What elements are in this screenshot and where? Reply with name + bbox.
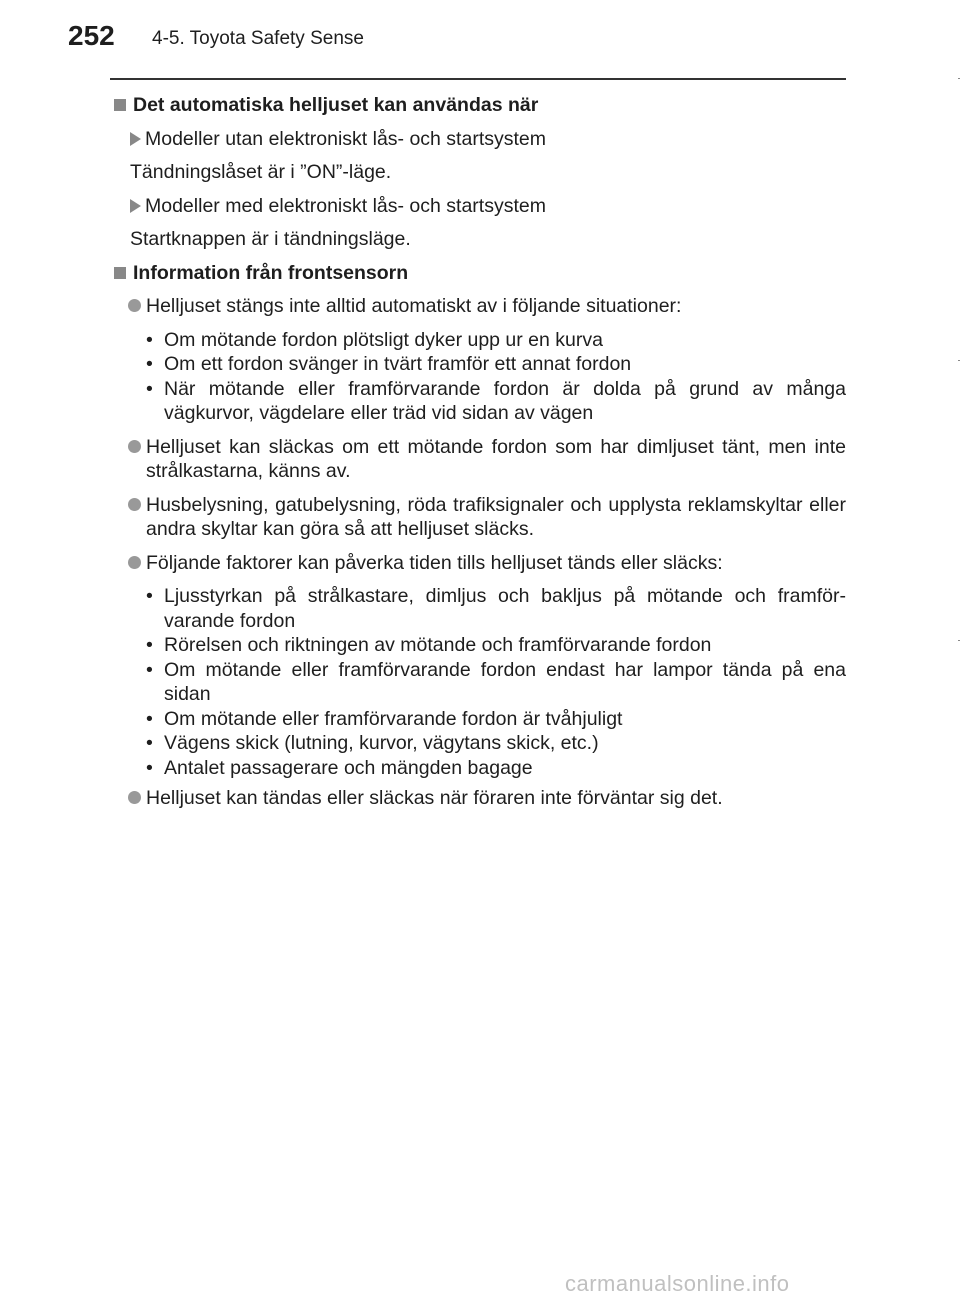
sub-text: Ljusstyrkan på strålkastare, dimljus och bakljus på mötande och framför- varande fordon bbox=[164, 585, 846, 632]
sub-item bbox=[146, 658, 846, 707]
model-a-text: Tändningslåset är i ”ON”-läge. bbox=[130, 161, 392, 183]
sub-bullet: • bbox=[146, 353, 153, 375]
sub-bullet: • bbox=[146, 707, 153, 730]
sub-bullet: • bbox=[146, 585, 153, 607]
round-bullet-icon bbox=[128, 556, 141, 569]
info-text: Husbelysning, gatubelysning, röda trafiksignaler och upplysta reklamskyltar eller andra skyltar kan göra så att helljuset släcks. bbox=[146, 493, 846, 540]
sub-item bbox=[146, 707, 846, 732]
sub-text: Vägens skick (lutning, kurvor, vägytans skick, etc.) bbox=[164, 732, 599, 754]
model-with-smart-key bbox=[110, 194, 846, 219]
sub-text: Om mötande fordon plötsligt dyker upp ur en kurva bbox=[164, 328, 603, 351]
sub-text: När mötande eller framförvarande fordon är dolda på grund av många vägkurvor, vägdelare eller träd vid sidan av vägen bbox=[164, 377, 846, 424]
sub-item bbox=[146, 377, 846, 426]
model-label: Modeller med elektroniskt lås- och startsystem bbox=[145, 194, 546, 217]
heading-text: Information från frontsensorn bbox=[133, 261, 409, 284]
sub-item bbox=[146, 328, 846, 353]
heading-text: Det automatiska helljuset kan användas när bbox=[133, 94, 539, 116]
sub-item bbox=[146, 352, 846, 377]
triangle-bullet-icon bbox=[130, 132, 141, 146]
sub-text: Antalet passagerare och mängden bagage bbox=[164, 756, 533, 779]
triangle-bullet-icon bbox=[130, 199, 141, 213]
sub-text: Om ett fordon svänger in tvärt framför ett annat fordon bbox=[164, 353, 632, 375]
square-bullet-icon bbox=[114, 267, 126, 279]
sub-item bbox=[146, 731, 846, 756]
info-item bbox=[110, 493, 846, 542]
watermark-text: carmanualsonline.info bbox=[565, 1271, 790, 1296]
sub-item bbox=[146, 584, 846, 633]
info-item bbox=[110, 435, 846, 484]
info-text: Helljuset kan tändas eller släckas när föraren inte förväntar sig det. bbox=[146, 787, 723, 809]
heading-auto-high-beam bbox=[110, 93, 846, 118]
sub-text: Rörelsen och riktningen av mötande och framförvarande fordon bbox=[164, 634, 712, 656]
sub-text: Om mötande eller framförvarande fordon endast har lampor tända på ena sidan bbox=[164, 658, 846, 705]
section-title: 4-5. Toyota Safety Sense bbox=[152, 28, 364, 49]
sub-list bbox=[110, 584, 846, 780]
header-divider bbox=[110, 78, 846, 80]
sub-bullet: • bbox=[146, 756, 153, 779]
info-text: Följande faktorer kan påverka tiden tills helljuset tänds eller släcks: bbox=[146, 551, 723, 574]
sub-bullet: • bbox=[146, 732, 153, 754]
sub-bullet: • bbox=[146, 377, 153, 400]
sub-text: Om mötande eller framförvarande fordon är tvåhjuligt bbox=[164, 707, 623, 730]
sub-item bbox=[146, 756, 846, 781]
info-text: Helljuset kan släckas om ett mötande fordon som har dimljuset tänt, men inte strålkastarna, känns av. bbox=[146, 435, 846, 482]
sub-bullet: • bbox=[146, 328, 153, 351]
round-bullet-icon bbox=[128, 440, 141, 453]
info-text: Helljuset stängs inte alltid automatiskt av i följande situationer: bbox=[146, 295, 682, 317]
model-label: Modeller utan elektroniskt lås- och startsystem bbox=[145, 127, 546, 150]
sub-bullet: • bbox=[146, 634, 153, 656]
round-bullet-icon bbox=[128, 791, 141, 804]
sub-bullet: • bbox=[146, 658, 153, 681]
heading-front-sensor bbox=[110, 261, 846, 286]
sub-item bbox=[146, 633, 846, 658]
page-content bbox=[110, 88, 846, 811]
info-item bbox=[110, 551, 846, 576]
sub-list bbox=[110, 328, 846, 426]
info-item bbox=[110, 786, 846, 811]
page-number: 252 bbox=[68, 20, 115, 51]
model-without-smart-key bbox=[110, 127, 846, 152]
round-bullet-icon bbox=[128, 299, 141, 312]
round-bullet-icon bbox=[128, 498, 141, 511]
model-b-text: Startknappen är i tändningsläge. bbox=[130, 228, 411, 250]
square-bullet-icon bbox=[114, 99, 126, 111]
info-item bbox=[110, 294, 846, 319]
